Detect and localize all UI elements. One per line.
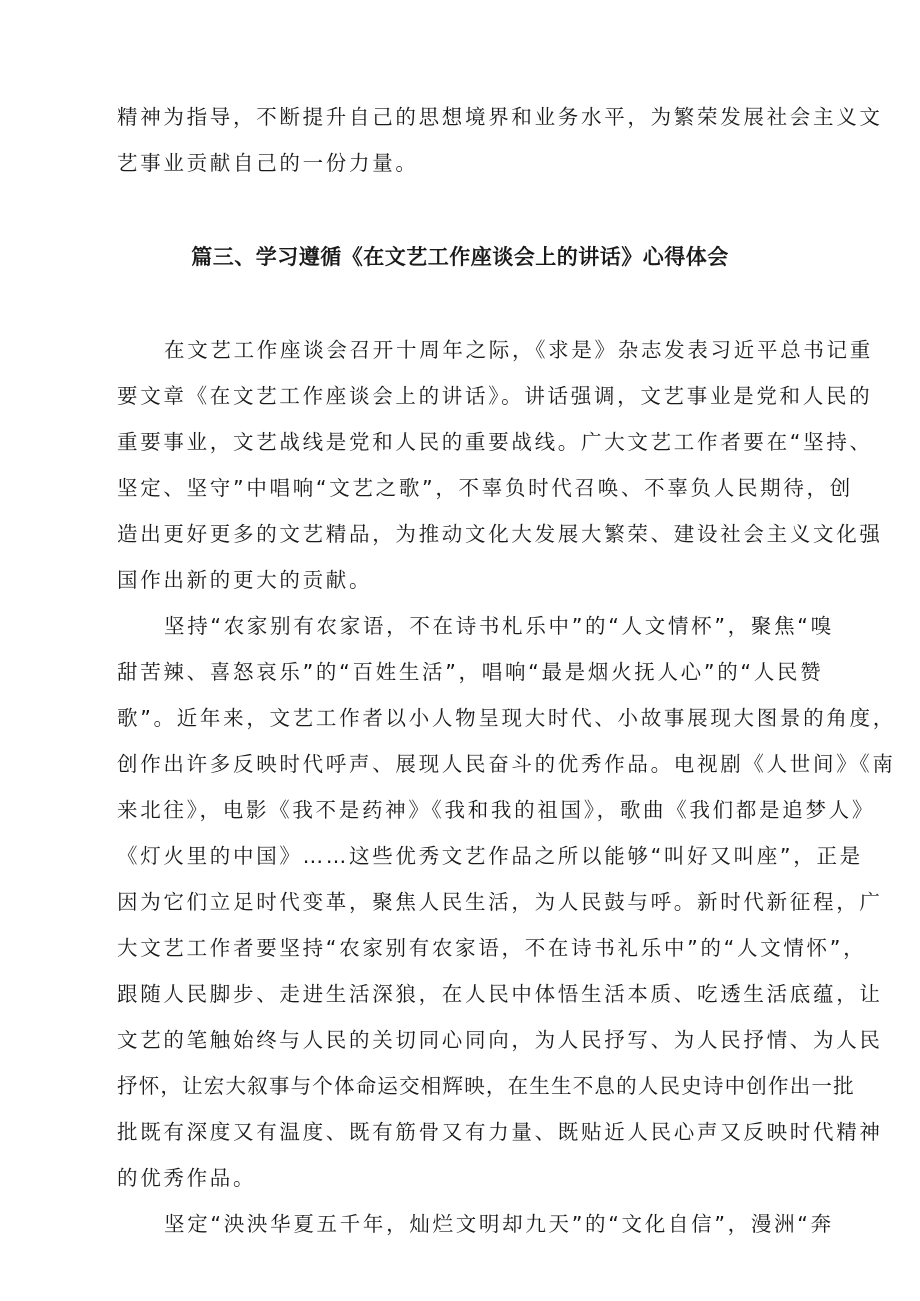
text-line: 因为它们立足时代变革，聚焦人民生活，为人民鼓与呼。新时代新征程，广 bbox=[117, 890, 883, 914]
text-line: 跟随人民脚步、走进生活深狼，在人民中体悟生活本质、吃透生活底蕴，让 bbox=[117, 982, 883, 1006]
text-line: 歌”。近年来，文艺工作者以小人物呈现大时代、小故事展现大图景的角度， bbox=[117, 706, 896, 730]
text-line: 文艺的笔触始终与人民的关切同心同向，为人民抒写、为人民抒情、为人民 bbox=[117, 1028, 883, 1052]
text-line: 坚定、坚守”中唱响“文艺之歌”，不辜负时代召唤、不辜负人民期待，创 bbox=[117, 476, 853, 500]
text-line: 坚持“农家别有农家语，不在诗书札乐中”的“人文情杯”，聚焦“嗅 bbox=[164, 614, 834, 638]
text-line: 来北往》，电影《我不是药神》《我和我的祖国》，歌曲《我们都是追梦人》 bbox=[117, 798, 876, 822]
text-line: 甜苦辣、喜怒哀乐”的“百姓生活”，唱响“最是烟火抚人心”的“人民赞 bbox=[117, 660, 824, 684]
text-line: 《灯火里的中国》……这些优秀文艺作品之所以能够“叫好又叫座”，正是 bbox=[117, 844, 863, 868]
section-heading: 篇三、学习遵循《在文艺工作座谈会上的讲话》心得体会 bbox=[191, 245, 729, 269]
text-line: 创作出许多反映时代呼声、展现人民奋斗的优秀作品。电视剧《人世间》《南 bbox=[117, 752, 896, 776]
text-line: 抒怀，让宏大叙事与个体命运交相辉映，在生生不息的人民史诗中创作出一批 bbox=[117, 1074, 855, 1098]
text-line: 在文艺工作座谈会召开十周年之际，《求是》杂志发表习近平总书记重 bbox=[164, 338, 873, 362]
text-line: 坚定“泱泱华夏五千年，灿烂文明却九天”的“文化自信”，漫洲“奔 bbox=[164, 1212, 834, 1236]
text-line: 精神为指导，不断提升自己的思想境界和业务水平，为繁荣发展社会主义文 bbox=[117, 105, 883, 129]
text-line: 国作出新的更大的贡献。 bbox=[117, 568, 373, 592]
text-line: 要文章《在文艺工作座谈会上的讲话》。讲话强调，文艺事业是党和人民的 bbox=[117, 384, 873, 408]
text-line: 批既有深度又有温度、既有筋骨又有力量、既贴近人民心声又反映时代精神 bbox=[117, 1120, 883, 1144]
text-line: 大文艺工作者要坚持“农家别有农家语，不在诗书礼乐中”的“人文情怀”， bbox=[117, 936, 867, 960]
text-line: 艺事业贡献自己的一份力量。 bbox=[117, 151, 419, 175]
text-line: 重要事业，文艺战线是党和人民的重要战线。广大文艺工作者要在“坚持、 bbox=[117, 430, 873, 454]
text-line: 的优秀作品。 bbox=[117, 1166, 257, 1190]
text-line: 造出更好更多的文艺精品，为推动文化大发展大繁荣、建设社会主义文化强 bbox=[117, 522, 883, 546]
